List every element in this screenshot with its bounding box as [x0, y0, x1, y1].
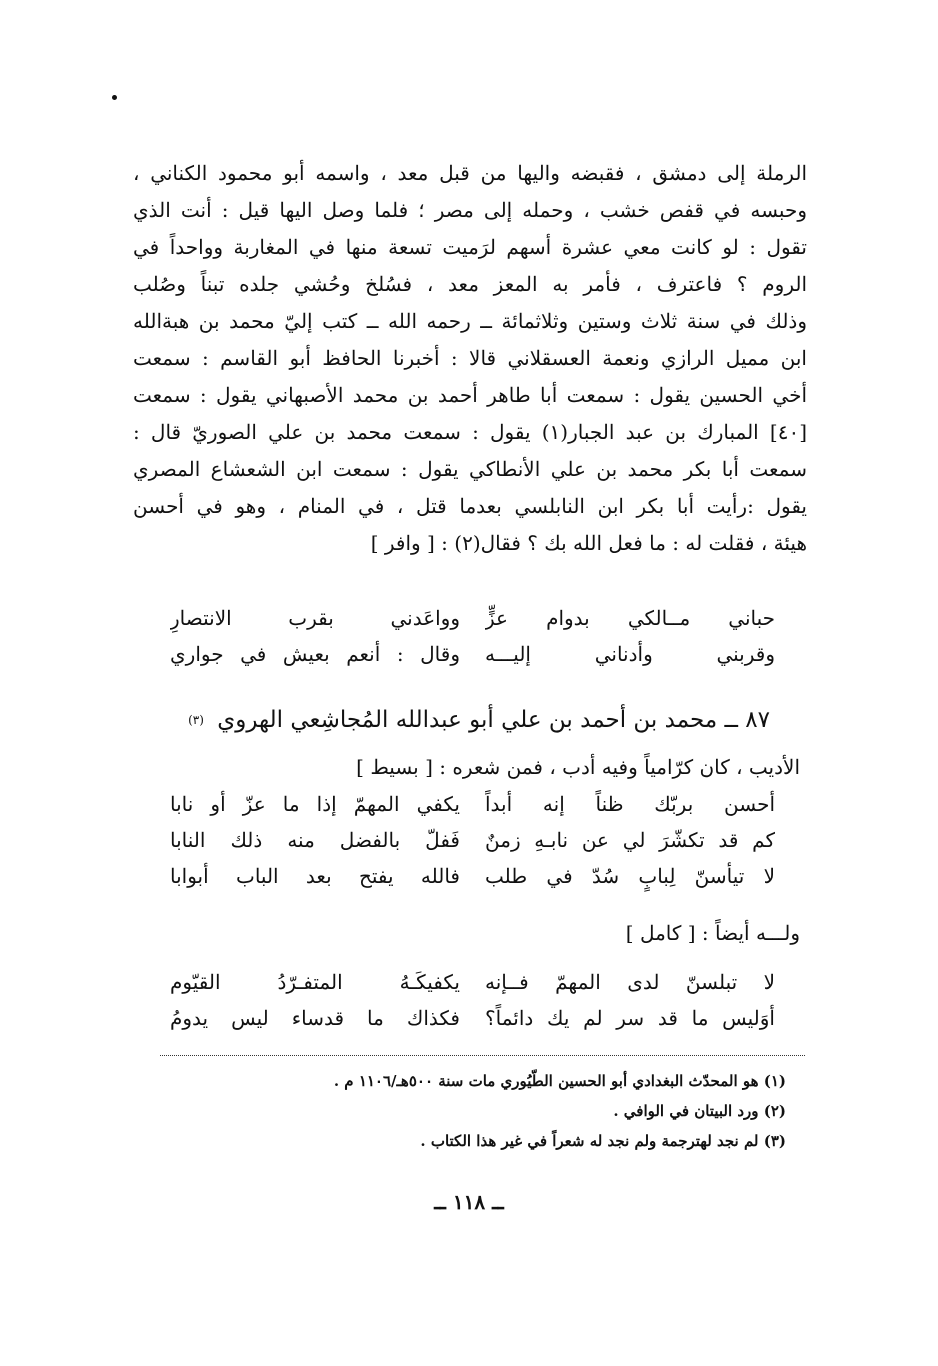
entry-intro: الأديب ، كان كرّامياً وفيه أدب ، فمن شعره : [ بسيط ]	[356, 755, 800, 779]
verse-row	[170, 822, 775, 858]
verse-second-hemistich: وواعَدني بقرب الانتصارِ	[170, 606, 460, 630]
entry-heading	[180, 700, 770, 740]
verse-second-hemistich: فكذاك ما قدساء ليس يدومُ	[170, 1006, 460, 1030]
prose-line: وذلك في سنة ثلاث وستين وثلاثمائة ــ رحمه الله ــ كتب إليّ محمد بن هبةالله	[133, 309, 807, 333]
prose-line: الرملة إلى دمشق ، فقبضه واليها من قبل معد ، واسمه أبو محمود الكناني ،	[133, 161, 807, 185]
prose-line: وحبسه في قفص خشب ، وحمله إلى مصر ؛ فلما وصل اليها قيل : أنت الذي	[133, 198, 807, 222]
prose-line: يقول :رأيت أبا بكر ابن النابلسي بعدما قتل ، في المنام ، وهو في أحسن	[133, 494, 807, 518]
verse-second-hemistich: يكفيكَـهُ المتفـرّدُ القيّوم	[170, 970, 460, 994]
verse-second-hemistich: فَفلّ بالفضل منه ذلك النابا	[170, 828, 460, 852]
prose-line: [٤٠] المبارك بن عبد الجبار(١) يقول : سمعت محمد بن علي الصوريّ قال :	[133, 420, 807, 444]
poem-wafir	[170, 600, 775, 672]
footnote: (١) هو المحدّث البغدادي أبو الحسين الطّيُوري مات سنة ٥٠٠هـ/١١٠٦ م .	[333, 1072, 786, 1090]
verse-row	[170, 600, 775, 636]
poem-kamil	[170, 964, 775, 1036]
verse-row	[170, 964, 775, 1000]
verse-first-hemistich: أحسن بربّك ظناً إنه أبداً	[485, 792, 775, 816]
verse-row	[170, 636, 775, 672]
entry-title: ٨٧ ــ محمد بن أحمد بن علي أبو عبدالله المُجاشِعي الهروي	[217, 707, 770, 733]
verse-first-hemistich: وقربني وأدناني إليـــه	[485, 642, 775, 666]
verse-first-hemistich: كم قد تكشّرَ لي عن نابـهِ زمنٌ	[485, 828, 775, 852]
verse-row	[170, 858, 775, 894]
verse-row	[170, 1000, 775, 1036]
footnote-divider	[160, 1055, 805, 1056]
prose-line: ابن مميل الرازي ونعمة العسقلاني قالا : أخبرنا الحافظ أبو القاسم : سمعت	[133, 346, 807, 370]
page-number: ــ ١١٨ ــ	[434, 1190, 504, 1214]
prose-line: أخي الحسين يقول : سمعت أبا طاهر أحمد بن محمد الأصبهاني يقول : سمعت	[133, 383, 807, 407]
verse-first-hemistich: لا تيأسنّ لِبابٍ سُدّ في طلب	[485, 864, 775, 888]
footnote: (٣) لم نجد لهترجمة ولم نجد له شعراً في غير هذا الكتاب .	[420, 1132, 786, 1150]
verse-second-hemistich: وقال : أنعم بعيش في جواري	[170, 642, 460, 666]
verse-first-hemistich: حباني مــالكي بدوام عزٍّ	[485, 606, 775, 630]
prose-line: تقول : لو كانت معي عشرة أسهم لرَميت تسعة منها في المغاربة وواحداً في	[133, 235, 807, 259]
heading-footnote-ref: (٣)	[188, 713, 204, 727]
poem-intro: ولـــه أيضاً : [ كامل ]	[625, 921, 800, 945]
footnote: (٢) ورد البيتان في الوافي .	[613, 1102, 786, 1120]
prose-line: هيئة ، فقلت له : ما فعل الله بك ؟ فقال(٢) : [ وافر ]	[370, 531, 807, 555]
poem-basit	[170, 786, 775, 894]
footnotes	[160, 1066, 786, 1156]
verse-row	[170, 786, 775, 822]
verse-first-hemistich: لا تبلسنّ لدى المهمّ فــإنه	[485, 970, 775, 994]
prose-paragraph	[133, 155, 807, 562]
verse-first-hemistich: أوَليس ما قد سر لم يك دائماً؟	[485, 1006, 775, 1030]
verse-second-hemistich: فالله يفتح بعد الباب أبوابا	[170, 864, 460, 888]
stray-dot	[112, 95, 117, 100]
prose-line: سمعت أبا بكر محمد بن علي الأنطاكي يقول : سمعت ابن الشعشاع المصري	[133, 457, 807, 481]
verse-second-hemistich: يكفي المهمّ إذا ما عزّ أو نابا	[170, 792, 460, 816]
prose-line: الروم ؟ فاعترف ، فأمر به المعز معد ، فسُلخ وحُشي جلده تبناً وصُلب	[133, 272, 807, 296]
